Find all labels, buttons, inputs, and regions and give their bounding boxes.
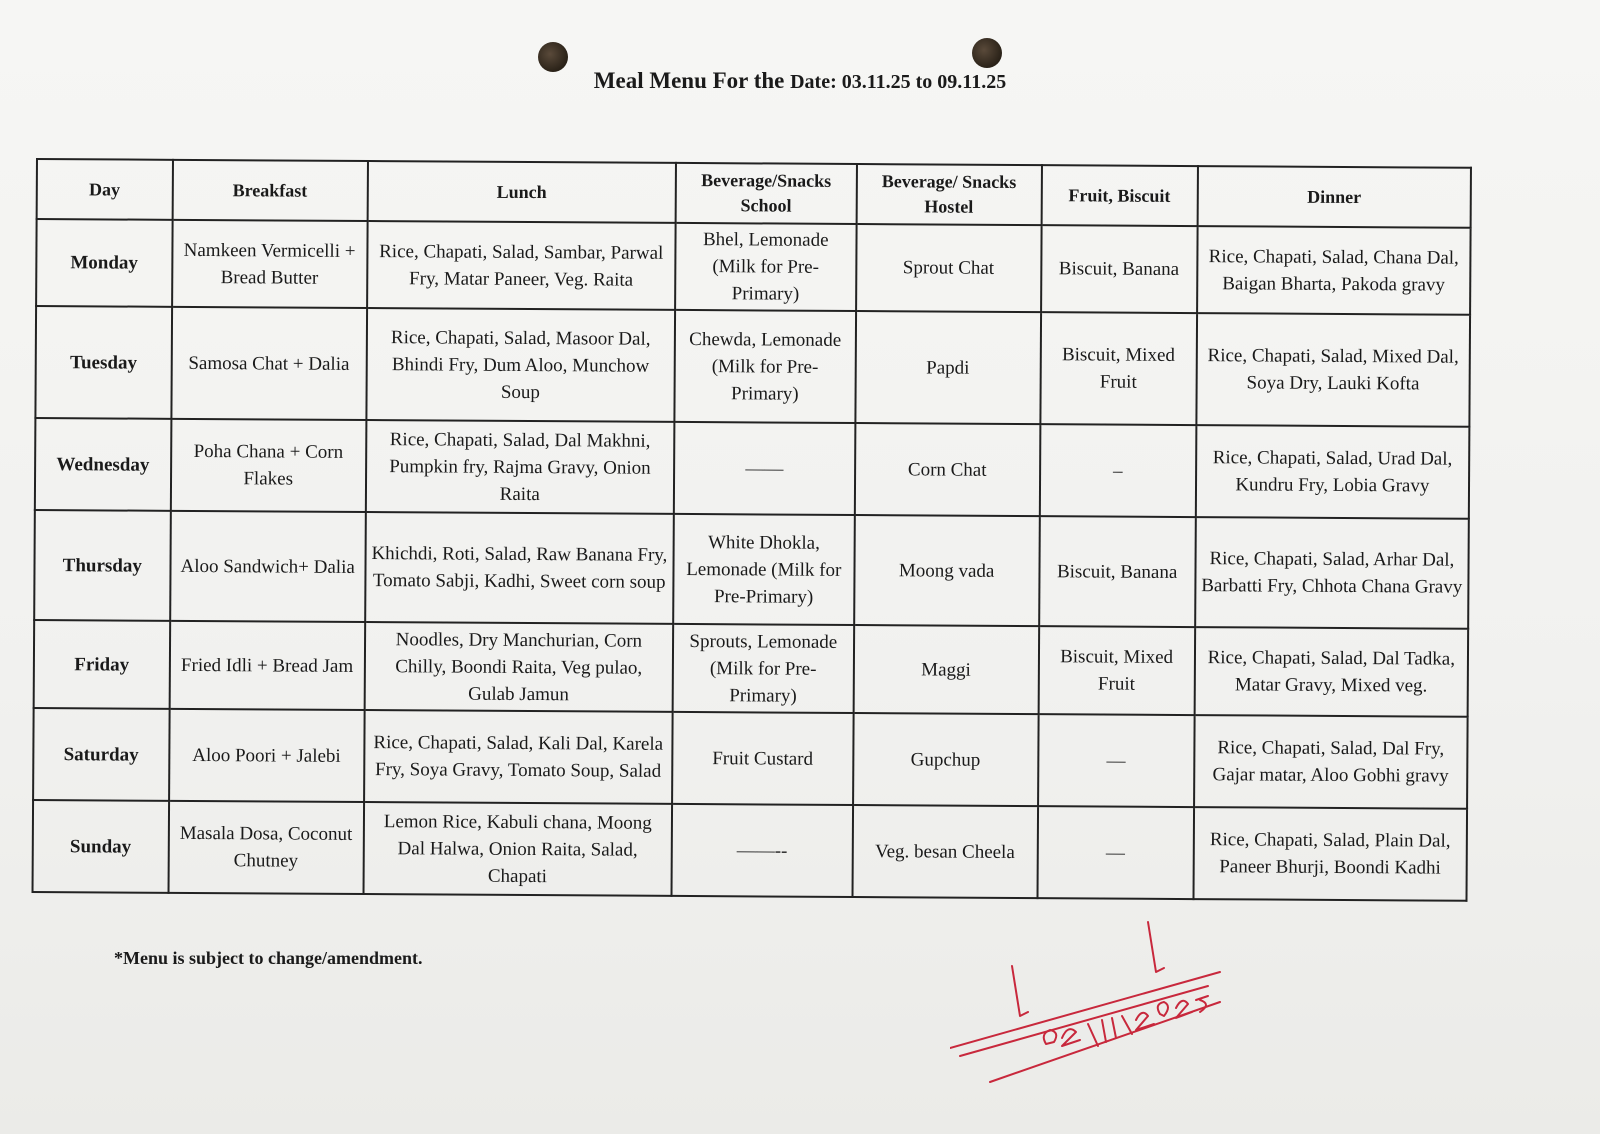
day-cell: Monday bbox=[36, 219, 172, 307]
snacks-school-cell: Bhel, Lemonade (Milk for Pre-Primary) bbox=[675, 223, 856, 311]
table-row bbox=[33, 708, 1468, 809]
table-row bbox=[35, 306, 1470, 427]
dinner-cell: Rice, Chapati, Salad, Urad Dal, Kundru Fry, Lobia Gravy bbox=[1196, 425, 1470, 519]
header-day: Day bbox=[37, 159, 173, 220]
breakfast-cell: Fried Idli + Bread Jam bbox=[169, 621, 365, 710]
fruit-biscuit-cell: Biscuit, Banana bbox=[1039, 516, 1196, 627]
title-prefix: Meal Menu For the bbox=[593, 68, 791, 93]
breakfast-cell: Namkeen Vermicelli + Bread Butter bbox=[172, 220, 368, 308]
lunch-cell: Rice, Chapati, Salad, Dal Makhni, Pumpkin fry, Rajma Gravy, Onion Raita bbox=[366, 420, 675, 514]
table-row bbox=[34, 510, 1469, 629]
day-cell: Wednesday bbox=[35, 418, 171, 511]
dinner-cell: Rice, Chapati, Salad, Plain Dal, Paneer Bhurji, Boondi Kadhi bbox=[1193, 807, 1467, 901]
day-cell: Sunday bbox=[33, 800, 169, 893]
snacks-hostel-cell: Moong vada bbox=[854, 515, 1040, 626]
snacks-school-cell: ——-- bbox=[671, 804, 852, 897]
dinner-cell: Rice, Chapati, Salad, Arhar Dal, Barbatti Fry, Chhota Chana Gravy bbox=[1195, 517, 1469, 629]
title-date-range: Date: 03.11.25 to 09.11.25 bbox=[790, 71, 1007, 93]
fruit-biscuit-cell: — bbox=[1038, 714, 1195, 807]
day-cell: Thursday bbox=[34, 510, 170, 621]
header-snacks-hostel: Beverage/ Snacks Hostel bbox=[856, 164, 1041, 225]
day-cell: Friday bbox=[34, 620, 170, 709]
snacks-school-cell: Chewda, Lemonade (Milk for Pre-Primary) bbox=[674, 310, 855, 423]
fruit-biscuit-cell: – bbox=[1039, 424, 1196, 517]
breakfast-cell: Masala Dosa, Coconut Chutney bbox=[168, 801, 364, 894]
snacks-hostel-cell: Gupchup bbox=[853, 713, 1038, 806]
header-row bbox=[37, 159, 1471, 228]
dinner-cell: Rice, Chapati, Salad, Chana Dal, Baigan Bharta, Pakoda gravy bbox=[1197, 226, 1471, 315]
fruit-biscuit-cell: Biscuit, Mixed Fruit bbox=[1040, 312, 1197, 425]
lunch-cell: Rice, Chapati, Salad, Masoor Dal, Bhindi Fry, Dum Aloo, Munchow Soup bbox=[366, 308, 675, 422]
snacks-hostel-cell: Veg. besan Cheela bbox=[852, 805, 1037, 898]
table-row bbox=[36, 219, 1471, 315]
lunch-cell: Khichdi, Roti, Salad, Raw Banana Fry, Tomato Sabji, Kadhi, Sweet corn soup bbox=[365, 512, 674, 624]
header-breakfast: Breakfast bbox=[172, 160, 368, 221]
dinner-cell: Rice, Chapati, Salad, Dal Tadka, Matar Gravy, Mixed veg. bbox=[1194, 627, 1468, 717]
dinner-cell: Rice, Chapati, Salad, Dal Fry, Gajar matar, Aloo Gobhi gravy bbox=[1194, 715, 1468, 809]
snacks-hostel-cell: Maggi bbox=[853, 625, 1038, 714]
snacks-hostel-cell: Corn Chat bbox=[855, 423, 1040, 516]
snacks-school-cell: White Dhokla, Lemonade (Milk for Pre-Primary) bbox=[673, 514, 854, 625]
snacks-hostel-cell: Papdi bbox=[855, 311, 1041, 424]
snacks-hostel-cell: Sprout Chat bbox=[856, 224, 1041, 312]
table-row bbox=[33, 800, 1468, 901]
handwritten-signature bbox=[950, 920, 1250, 1100]
breakfast-cell: Aloo Poori + Jalebi bbox=[169, 709, 365, 802]
breakfast-cell: Samosa Chat + Dalia bbox=[171, 307, 367, 420]
fruit-biscuit-cell: Biscuit, Banana bbox=[1041, 225, 1198, 313]
footnote: *Menu is subject to change/amendment. bbox=[114, 948, 423, 968]
lunch-cell: Lemon Rice, Kabuli chana, Moong Dal Halwa, Onion Raita, Salad, Chapati bbox=[363, 802, 672, 896]
fruit-biscuit-cell: — bbox=[1037, 806, 1194, 899]
header-lunch: Lunch bbox=[367, 161, 676, 223]
meal-menu-table bbox=[32, 158, 1472, 902]
snacks-school-cell: Sprouts, Lemonade (Milk for Pre-Primary) bbox=[673, 624, 854, 713]
snacks-school-cell: —— bbox=[674, 422, 855, 515]
day-cell: Tuesday bbox=[35, 306, 171, 419]
snacks-school-cell: Fruit Custard bbox=[672, 712, 853, 805]
header-fruit-biscuit: Fruit, Biscuit bbox=[1041, 165, 1197, 226]
header-snacks-school: Beverage/Snacks School bbox=[676, 163, 857, 224]
breakfast-cell: Poha Chana + Corn Flakes bbox=[170, 419, 366, 512]
dinner-cell: Rice, Chapati, Salad, Mixed Dal, Soya Dry, Lauki Kofta bbox=[1196, 313, 1470, 427]
breakfast-cell: Aloo Sandwich+ Dalia bbox=[170, 511, 366, 622]
header-dinner: Dinner bbox=[1197, 166, 1471, 228]
lunch-cell: Rice, Chapati, Salad, Sambar, Parwal Fry, Matar Paneer, Veg. Raita bbox=[367, 221, 676, 310]
lunch-cell: Noodles, Dry Manchurian, Corn Chilly, Boondi Raita, Veg pulao, Gulab Jamun bbox=[364, 622, 673, 712]
table-row bbox=[35, 418, 1470, 519]
page-title bbox=[0, 68, 1600, 94]
fruit-biscuit-cell: Biscuit, Mixed Fruit bbox=[1038, 626, 1195, 715]
lunch-cell: Rice, Chapati, Salad, Kali Dal, Karela Fry, Soya Gravy, Tomato Soup, Salad bbox=[364, 710, 673, 804]
punch-hole-right bbox=[972, 38, 1002, 68]
table-row bbox=[34, 620, 1469, 717]
day-cell: Saturday bbox=[33, 708, 169, 801]
